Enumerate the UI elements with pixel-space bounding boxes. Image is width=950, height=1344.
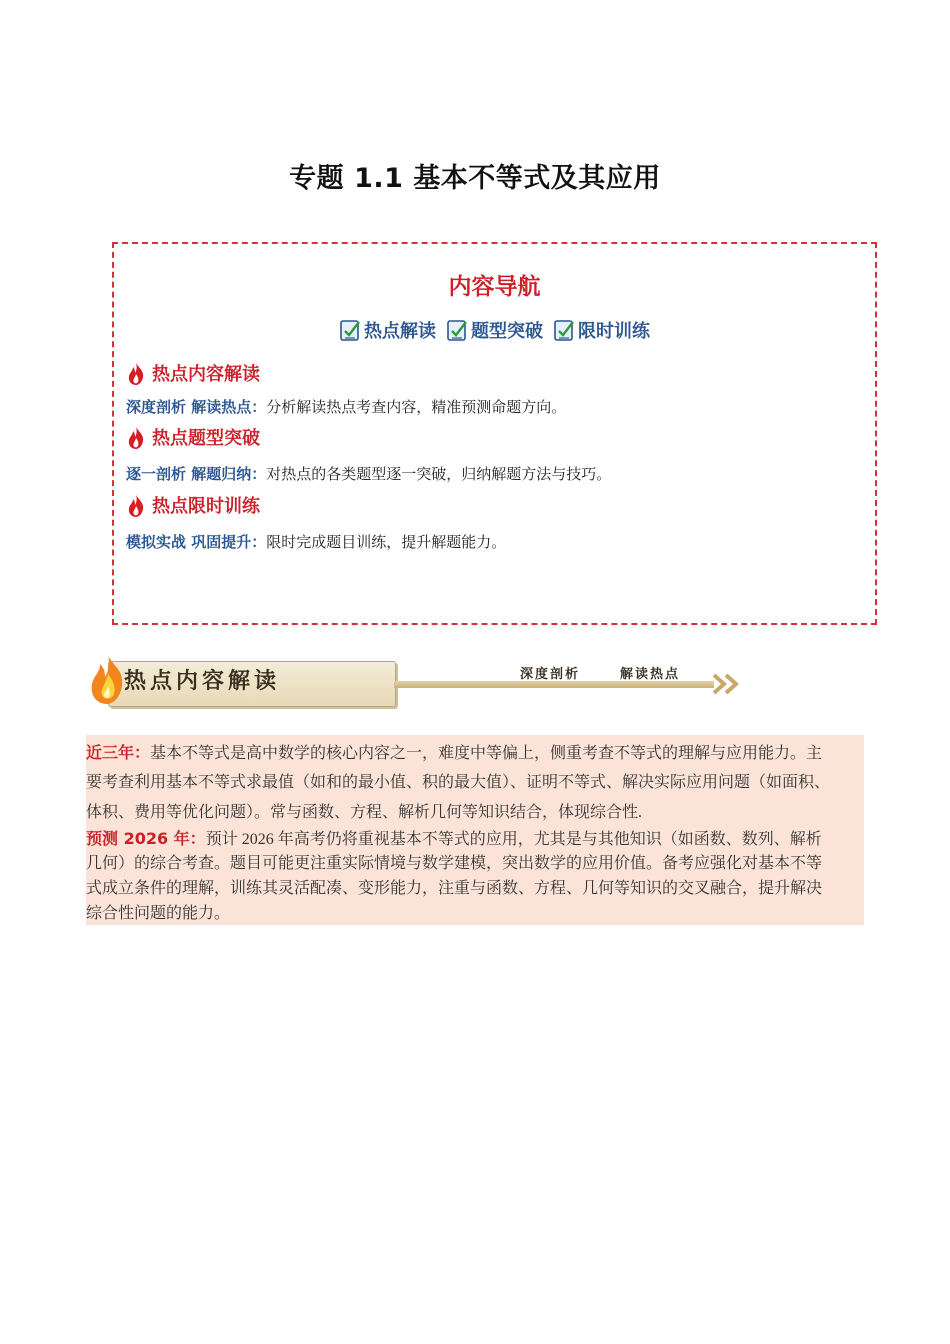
flame-icon	[126, 494, 146, 518]
double-chevron-right-icon	[712, 672, 744, 696]
banner-sub-analysis: 深度剖析	[520, 667, 581, 682]
banner-line	[394, 681, 714, 688]
page-title: 专题 1.1 基本不等式及其应用	[289, 163, 661, 194]
checklist-icon	[446, 318, 470, 342]
flame-icon	[126, 426, 146, 450]
section-desc-timed-training: 模拟实战 巩固提升：限时完成题目训练，提升解题能力。	[126, 533, 507, 551]
banner-title: 热点内容解读	[124, 668, 281, 694]
section-desc-hot-content: 深度剖析 解读热点：分析解读热点考查内容，精准预测命题方向。	[126, 398, 567, 416]
section-desc-question-types: 逐一剖析 解题归纳：对热点的各类题型逐一突破，归纳解题方法与技巧。	[126, 465, 612, 483]
content-navigation-box	[112, 242, 877, 625]
checklist-icon	[553, 318, 577, 342]
nav-tag-label: 热点解读	[364, 321, 436, 342]
section-heading-question-types: 热点题型突破	[126, 424, 260, 450]
nav-tag-question-types[interactable]	[446, 317, 543, 343]
nav-title: 内容导航	[448, 274, 541, 300]
section-banner	[88, 652, 748, 708]
nav-tag-label: 限时训练	[578, 321, 650, 342]
hot-content-box	[86, 735, 864, 925]
fire-icon	[88, 654, 128, 706]
paragraph-forecast: 预测 2026 年：预计 2026 年高考仍将重视基本不等式的应用，尤其是与其他知识（如函数、数列、解析 几何）的综合考查。题目可能更注重实际情境与数学建模，突出数学的应用价值。备考应强化对基本不等 式成立条件的理解，训练其灵活配凑、变形能力，注重与函数、方程、几何等知识的交叉融合，提升解决 综合性问题的能力。	[86, 829, 823, 922]
nav-tag-hot-reading[interactable]	[339, 317, 436, 343]
checklist-icon	[339, 318, 363, 342]
banner-sub-reading: 解读热点	[620, 667, 681, 682]
lead-forecast: 预测 2026 年：	[86, 829, 206, 848]
lead-recent-years: 近三年：	[86, 743, 151, 762]
section-heading-timed-training: 热点限时训练	[126, 492, 260, 518]
nav-tag-timed-training[interactable]	[553, 317, 650, 343]
nav-tags	[114, 317, 875, 343]
paragraph-recent-years: 近三年：基本不等式是高中数学的核心内容之一，难度中等偏上，侧重考查不等式的理解与应用能力。主 要考查利用基本不等式求最值（如和的最小值、积的最大值）、证明不等式、解决实际应用问题（如面积、 体积、费用等优化问题）。常与函数、方程、解析几何等知识结合，体现综合性.	[86, 743, 831, 821]
section-heading-hot-content: 热点内容解读	[126, 360, 260, 386]
flame-icon	[126, 362, 146, 386]
nav-tag-label: 题型突破	[471, 321, 543, 342]
